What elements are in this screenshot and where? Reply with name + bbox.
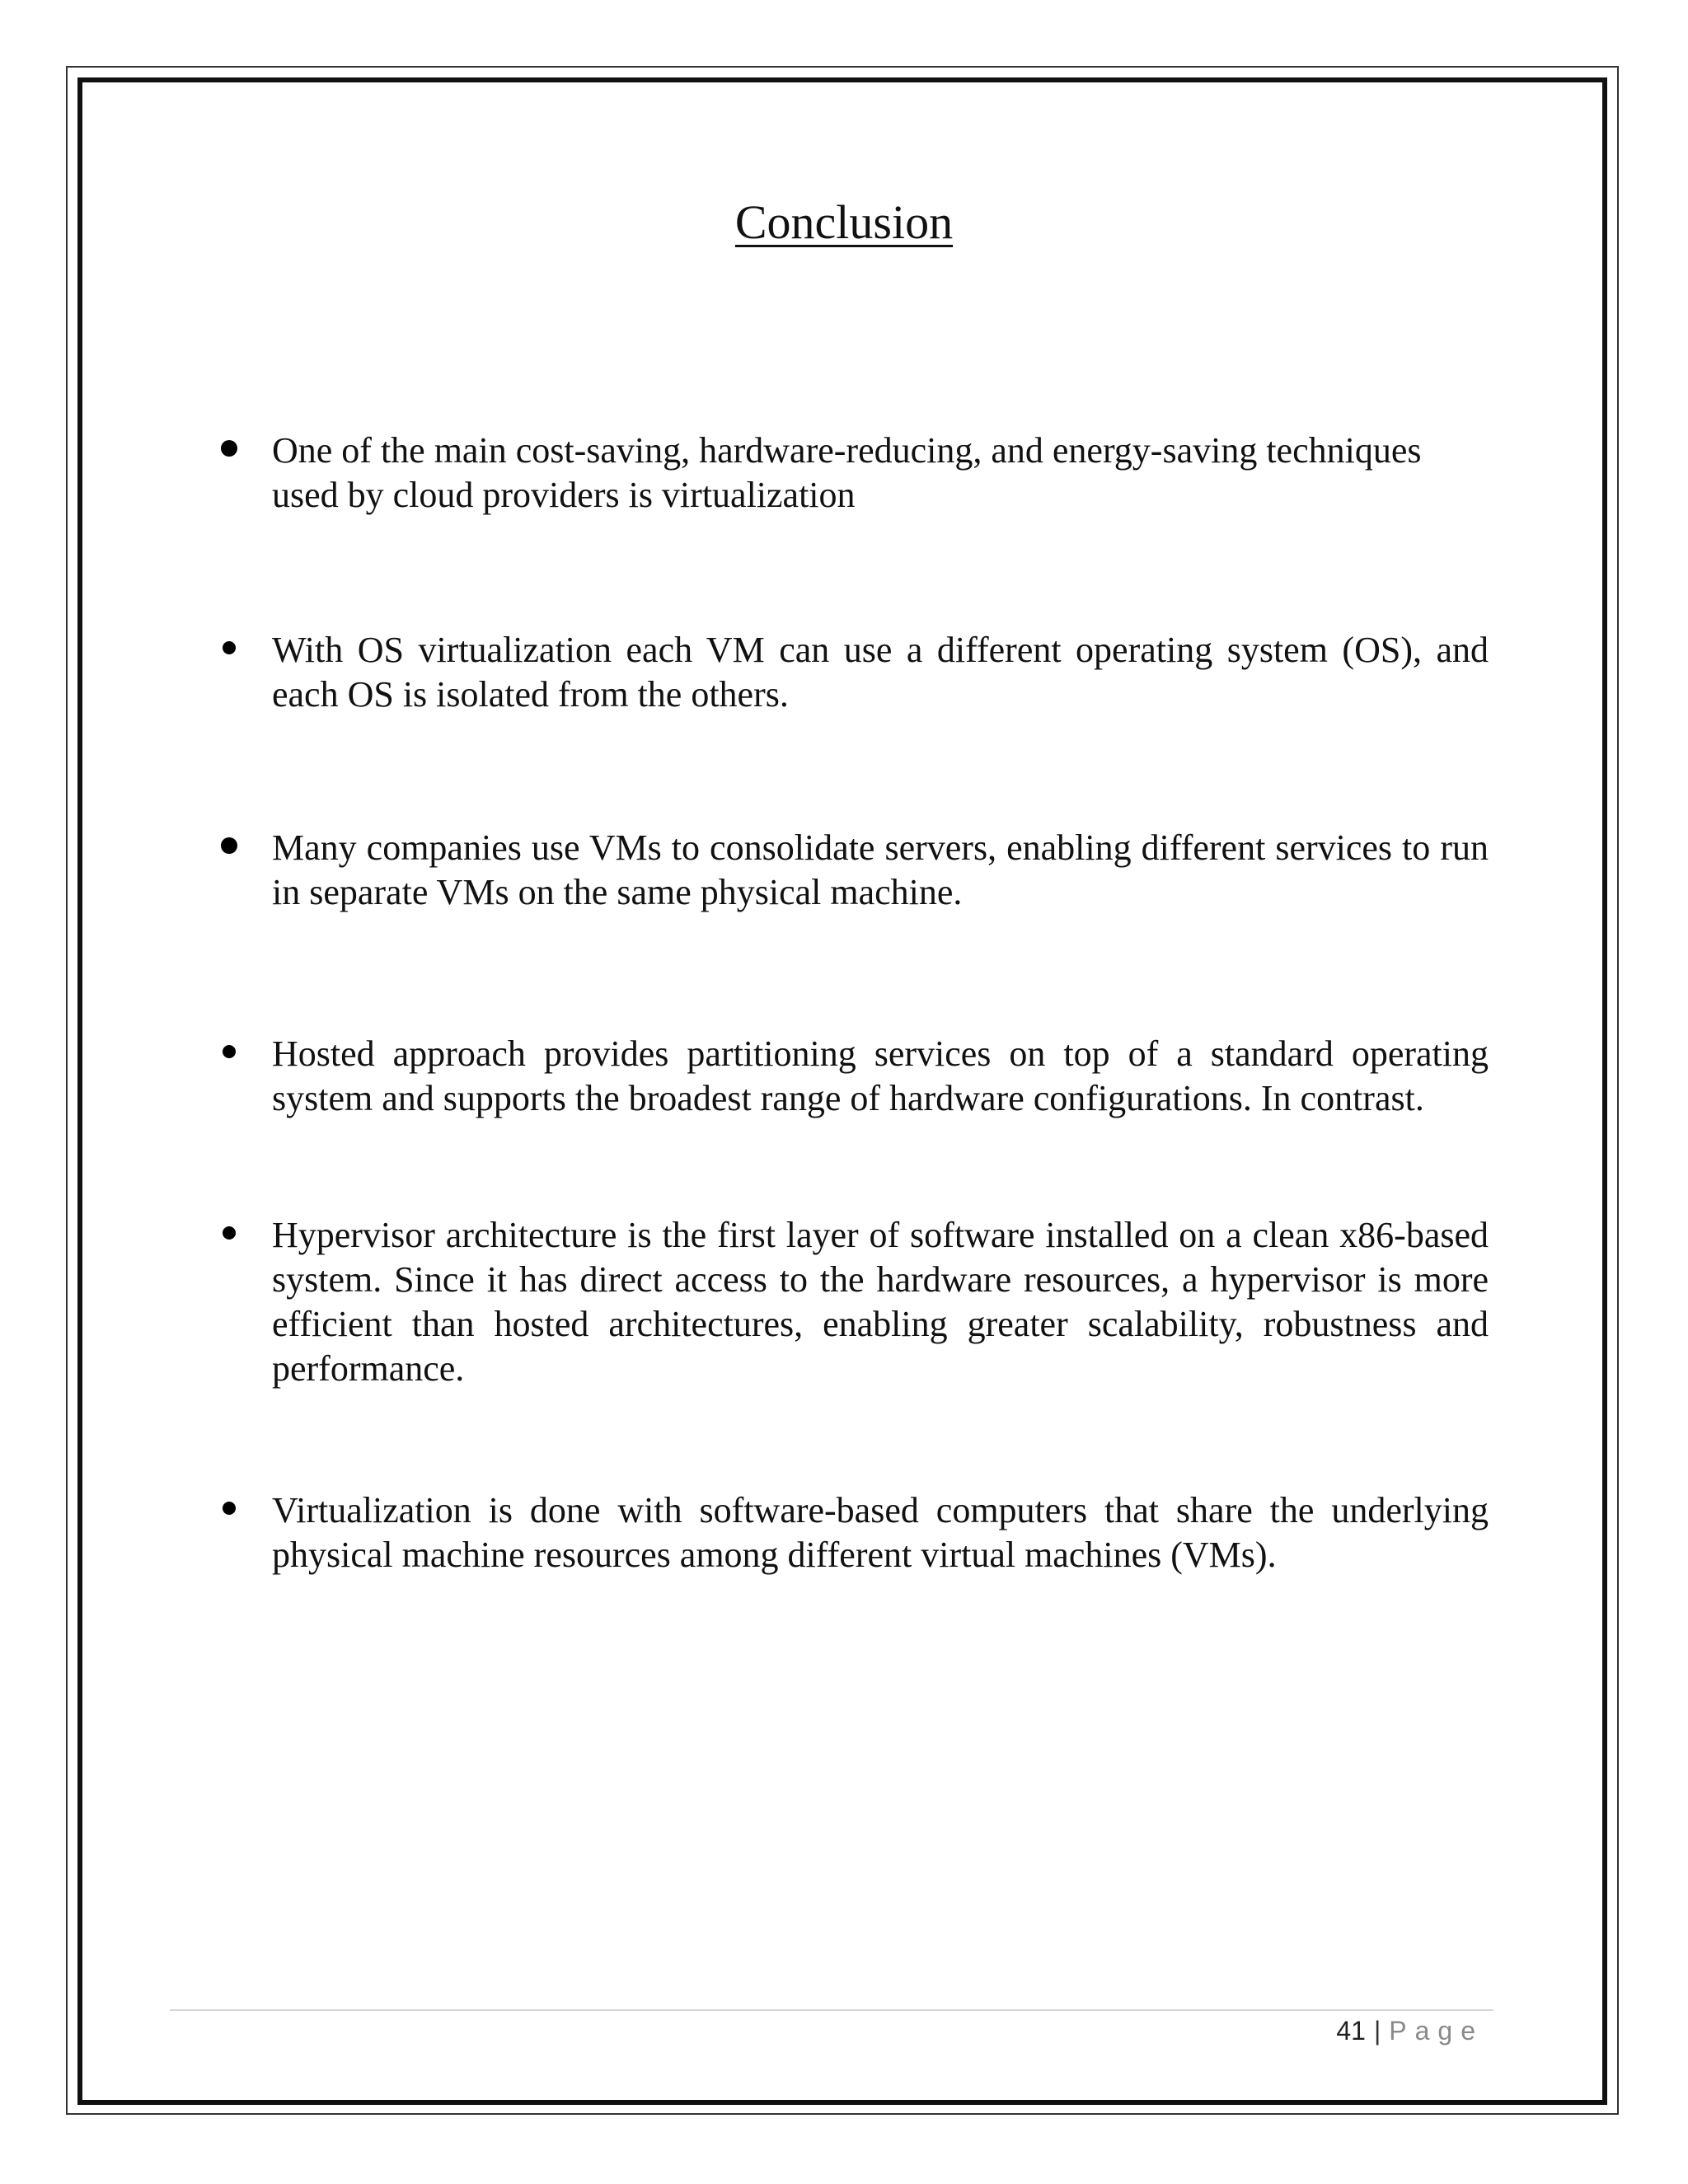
bullet-icon bbox=[221, 837, 237, 854]
bullet-item bbox=[272, 826, 1489, 915]
bullet-item bbox=[272, 429, 1489, 518]
bullet-text: With OS virtualization each VM can use a different operating system (OS), and each OS is isolated from the others. bbox=[272, 630, 1489, 715]
page-number: 41 bbox=[1336, 2016, 1366, 2046]
bullet-text: Hypervisor architecture is the first layer of software installed on a clean x86-based system. Since it has direct access to the hardware resources, a hypervisor is more efficient than hosted architectures, enabling greater scalability, robustness and performance. bbox=[272, 1215, 1489, 1389]
bullet-item bbox=[272, 628, 1489, 717]
bullet-icon bbox=[223, 1226, 236, 1240]
bullet-text: Many companies use VMs to consolidate servers, enabling different services to run in separate VMs on the same physical machine. bbox=[272, 827, 1489, 912]
footer-divider bbox=[170, 2009, 1493, 2011]
bullet-item bbox=[272, 1488, 1489, 1577]
bullet-text: One of the main cost-saving, hardware-reducing, and energy-saving techniques used by cloud providers is virtualization bbox=[272, 430, 1422, 515]
bullet-icon bbox=[223, 1502, 236, 1515]
bullet-icon bbox=[223, 641, 236, 654]
bullet-item bbox=[272, 1032, 1489, 1121]
page-label: Page bbox=[1389, 2016, 1484, 2046]
bullet-item bbox=[272, 1213, 1489, 1391]
bullet-text: Hosted approach provides partitioning services on top of a standard operating system and supports the broadest range of hardware configurations. In contrast. bbox=[272, 1033, 1489, 1118]
page-footer bbox=[1336, 2016, 1484, 2046]
footer-separator: | bbox=[1373, 2016, 1381, 2046]
bullet-icon bbox=[221, 440, 237, 457]
bullet-text: Virtualization is done with software-based computers that share the underlying physical machine resources among different virtual machines (VMs). bbox=[272, 1490, 1489, 1575]
bullet-icon bbox=[223, 1045, 236, 1058]
page-title: Conclusion bbox=[734, 195, 954, 249]
